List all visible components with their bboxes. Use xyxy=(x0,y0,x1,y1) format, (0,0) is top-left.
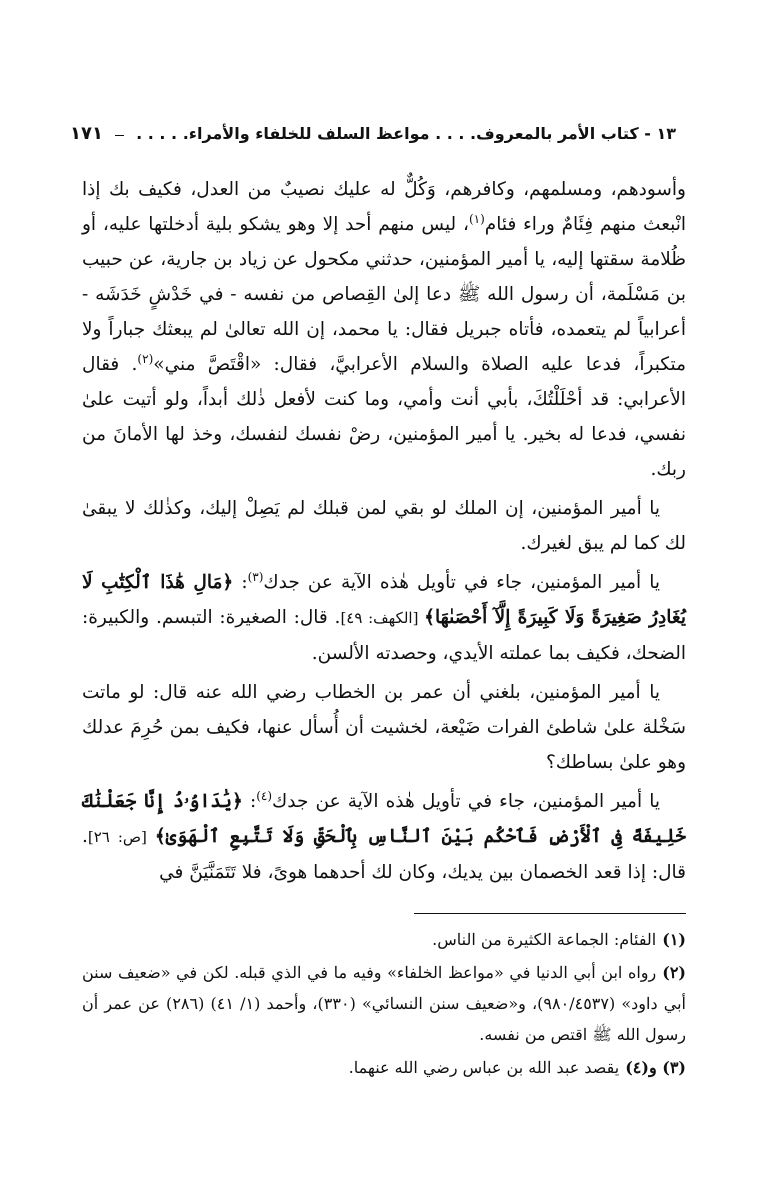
paragraph-3-intro: يا أمير المؤمنين، جاء في تأويل هٰذه الآية عن جدك xyxy=(263,572,660,593)
verse-ref-kahf: [الكهف: ٤٩] xyxy=(340,609,425,627)
footnote-3 xyxy=(82,1052,686,1083)
running-header xyxy=(70,118,676,148)
paragraph-2-text: يا أمير المؤمنين، إن الملك لو بقي لمن قبلك لم يَصِلْ إليك، وكذٰلك لا يبقىٰ لك كما لم يبق لغيرك. xyxy=(82,498,686,554)
quran-verse-kahf: ﴿مَالِ هَٰذَا ٱلْكِتَٰبِ لَا يُغَادِرُ صَغِيرَةً وَلَا كَبِيرَةً إِلَّآ أَحْصَىٰهَا﴾ xyxy=(82,572,686,628)
paragraph-5-rest: . قال: إذا قعد الخصمان بين يديك، وكان لك أحدهما هوىً، فلا تَتَمَنَّيَنَّ في xyxy=(82,826,686,883)
quran-verse-sad: ﴿يَٰدَاوُۥدُ إِنَّا جَعَلْنَٰكَ خَلِيفَةً فِى ٱلْأَرْضِ فَٱحْكُم بَيْنَ ٱلنَّاسِ بِٱلْحَقِّ وَلَا تَتَّبِعِ ٱلْهَوَىٰ﴾ xyxy=(82,791,686,847)
paragraph-1 xyxy=(82,172,686,487)
paragraph-5-colon: : xyxy=(242,791,257,812)
footnote-1 xyxy=(82,924,686,955)
paragraph-1-part-b: ، ليس منهم أحد إلا وهو يشكو بلية أدخلتها عليه، أو ظُلامة سقتها إليه، يا أمير المؤمنين، حدثني مكحول عن زياد بن جارية، عن حبيب بن مَسْلَمة، أن رسول الله ﷺ دعا إلىٰ القِصاص من نفسه - في خَدْشٍ خَدَشَه - أعرابياً لم يتعمده، فأتاه جبريل فقال: يا محمد، إن الله تعالىٰ لم يبعثك جباراً ولا متكبراً، فدعا عليه الصلاة والسلام الأعرابيَّ، فقال: «اقْتَصَّ مني» xyxy=(82,214,686,375)
footnote-1-number: (١) xyxy=(662,930,686,949)
footnote-ref-1: (١) xyxy=(468,211,485,226)
footnote-separator xyxy=(414,913,686,914)
paragraph-1-part-a: وأسودهم، ومسلمهم، وكافرهم، وَكُلٌّ له عليك نصيبٌ من العدل، فكيف بك إذا انْبعث منهم فِئَامٌ وراء فئام xyxy=(82,179,687,235)
footnote-ref-3: (٣) xyxy=(247,569,264,584)
paragraph-3-rest: . قال: الصغيرة: التبسم. والكبيرة: الضحك، فكيف بما عملته الأيدي، وحصدته الألسن. xyxy=(82,607,686,664)
paragraph-5 xyxy=(82,784,686,890)
paragraph-3-colon: : xyxy=(233,572,248,593)
paragraph-3 xyxy=(82,565,686,671)
footnotes xyxy=(82,924,686,1085)
paragraph-5-intro: يا أمير المؤمنين، جاء في تأويل هٰذه الآية عن جدك xyxy=(272,791,660,812)
paragraph-4-text: يا أمير المؤمنين، بلغني أن عمر بن الخطاب رضي الله عنه قال: لو ماتت سَخْلة علىٰ شاطئ الفرات ضَيْعة، لخشيت أن أُسأل عنها، فكيف بمن حُرِمَ عدلك وهو علىٰ بساطك؟ xyxy=(82,682,686,773)
footnote-2-number: (٢) xyxy=(662,963,686,982)
footnote-2-text: رواه ابن أبي الدنيا في «مواعظ الخلفاء» وفيه ما في الذي قبله. لكن في «ضعيف سنن أبي داود» (٩٨٠/٤٥٣٧)، و«ضعيف سنن النسائي» (٣٣٠)، وأحمد (١/ ٤١) (٢٨٦) عن عمر أن رسول الله ﷺ اقتص من نفسه. xyxy=(82,963,686,1044)
footnote-3-text: يقصد عبد الله بن عباس رضي الله عنهما. xyxy=(348,1058,620,1077)
footnote-ref-4: (٤) xyxy=(256,788,273,803)
page-number: ١٧١ xyxy=(70,122,103,144)
footnote-1-text: الفئام: الجماعة الكثيرة من الناس. xyxy=(432,930,657,949)
verse-ref-sad: [ص: ٢٦] xyxy=(87,828,155,846)
footnote-ref-2: (٢) xyxy=(137,351,154,366)
paragraph-2 xyxy=(82,491,686,561)
paragraph-4 xyxy=(82,675,686,780)
footnote-3-number: (٣) و(٤) xyxy=(625,1058,686,1077)
paragraph-1-part-c: . فقال الأعرابي: قد أحْلَلْتُكَ، بأبي أنت وأمي، وما كنت لأفعل ذٰلك أبداً، ولو أتيت علىٰ نفسي، فدعا له بخير. يا أمير المؤمنين، رضْ نفسك لنفسك، وخذ لها الأمانَ من ربك. xyxy=(82,354,686,480)
footnote-2 xyxy=(82,957,686,1050)
header-title: ١٣ - كتاب الأمر بالمعروف. . . . مواعظ السلف للخلفاء والأمراء. . . . . xyxy=(136,123,676,143)
main-text xyxy=(82,172,686,890)
header-rule xyxy=(115,135,124,136)
